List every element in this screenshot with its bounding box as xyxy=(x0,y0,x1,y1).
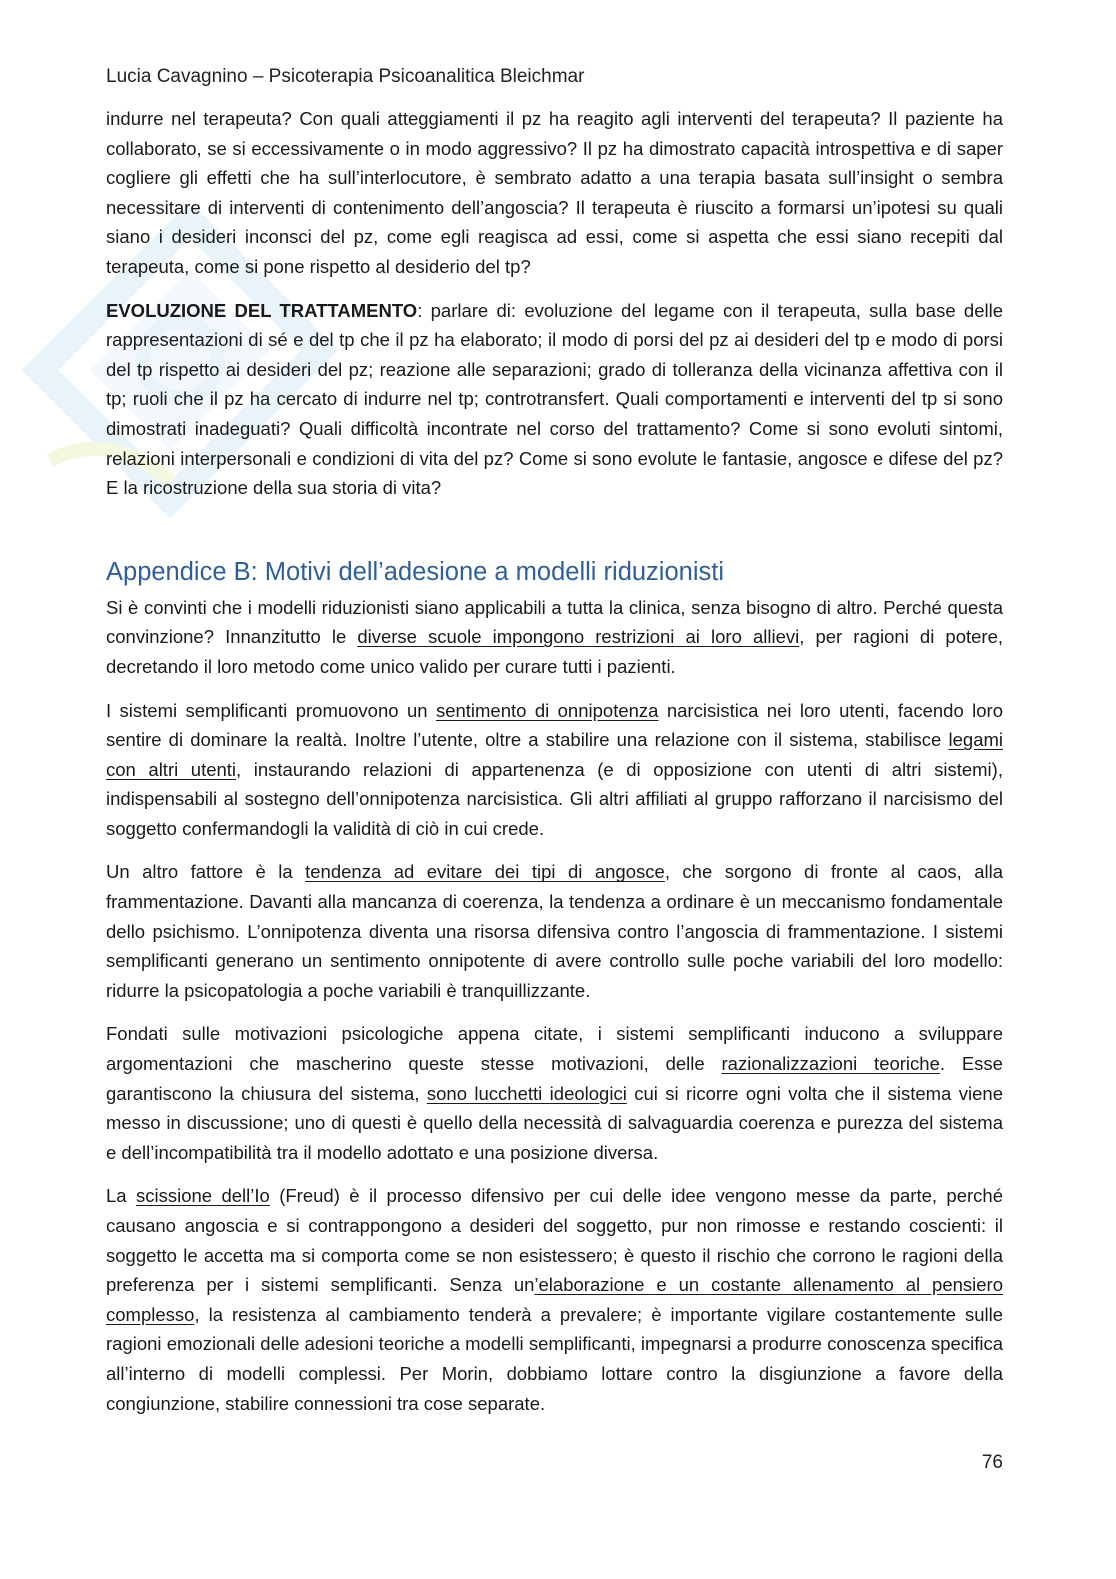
bold-heading-evoluzione: EVOLUZIONE DEL TRATTAMENTO xyxy=(106,299,418,321)
underlined-text: legami con altri utenti xyxy=(106,729,1003,780)
text-run: , che sorgono di fronte al caos, alla frammentazione. Davanti alla mancanza di coerenza, la tendenza a ordinare è un meccanismo fondamentale dello psichismo. L’onnipotenza diventa una risorsa difensiva contro l’angoscia di frammentazione. I sistemi semplificanti generano un sentimento onnipotente di avere controllo sulle poche variabili del loro modello: ridurre la psicopatologia a poche variabili è tranquillizzante. xyxy=(106,861,1004,1001)
text-run: . Esse garantiscono la chiusura del sistema, xyxy=(106,1053,1003,1104)
running-header: Lucia Cavagnino – Psicoterapia Psicoanalitica Bleichmar xyxy=(106,66,585,87)
paragraph-razionalizzazioni xyxy=(106,1019,1003,1167)
underlined-text: tendenza ad evitare dei tipi di angosce xyxy=(305,861,665,883)
section-title: Appendice B: Motivi dell’adesione a modelli riduzionisti xyxy=(106,557,725,586)
body-text xyxy=(106,104,1003,1432)
text-run: , instaurando relazioni di appartenenza (e di opposizione con utenti di altri sistemi), indispensabili al sostegno dell’onnipotenza narcisistica. Gli altri affiliati al gruppo rafforzano il narcisismo del soggetto confermandogli la validità di ciò in cui crede. xyxy=(106,758,1003,839)
text-run: Un altro fattore è la xyxy=(106,861,306,883)
text-run: I sistemi semplificanti promuovono un xyxy=(106,699,436,721)
paragraph-scissione xyxy=(106,1181,1003,1418)
text-run: La xyxy=(106,1185,136,1207)
paragraph-angosce xyxy=(106,857,1003,1005)
paragraph-intro: indurre nel terapeuta? Con quali atteggiamenti il pz ha reagito agli interventi del terapeuta? Il paziente ha collaborato, se si eccessivamente o in modo aggressivo? Il pz ha dimostrato capacità introspettiva e di saper cogliere gli effetti che ha sull’interlocutore, è sembrato adatto a una terapia basata sull’insight o sembra necessitare di interventi di contenimento dell’angoscia? Il terapeuta è riuscito a formarsi un’ipotesi su quali siano i desideri inconsci del pz, come egli reagisca ad essi, come si aspetta che essi siano recepiti dal terapeuta, come si pone rispetto al desiderio del tp? xyxy=(106,108,1003,277)
text-run: narcisistica nei loro utenti, facendo loro sentire di dominare la realtà. Inoltre l’utente, oltre a stabilire una relazione con il sistema, stabilisce xyxy=(106,699,1003,751)
underlined-text: sono lucchetti ideologici xyxy=(426,1082,627,1104)
underlined-text: sentimento di onnipotenza xyxy=(435,699,659,721)
page-number: 76 xyxy=(981,1452,1003,1473)
paragraph-convinzione xyxy=(106,593,1003,682)
text-run: (Freud) è il processo difensivo per cui delle idee vengono messe da parte, perché causano angoscia e si contrappongono a desideri del soggetto, pur non rimosse e restando coscienti: il soggetto le accetta ma si comporta come se non esistessero; è questo il rischio che corrono le ragioni della preferenza per i sistemi semplificanti. Senza un xyxy=(106,1185,1003,1296)
text-run: , per ragioni di potere, decretando il loro metodo come unico valido per curare tutti i pazienti. xyxy=(106,626,1003,677)
underlined-text: ’elaborazione e un costante allenamento al pensiero complesso xyxy=(106,1274,1003,1325)
text-run: Si è convinti che i modelli riduzionisti siano applicabili a tutta la clinica, senza bisogno di altro. Perché questa convinzione? Innanzitutto le xyxy=(106,596,1003,648)
underlined-text: scissione dell’Io xyxy=(135,1185,270,1207)
underlined-text: diverse scuole impongono restrizioni ai loro allievi xyxy=(357,626,800,648)
text-run: Fondati sulle motivazioni psicologiche appena citate, i sistemi semplificanti inducono a sviluppare argomentazioni che mascherino queste stesse motivazioni, delle xyxy=(106,1023,1003,1075)
paragraph-evoluzione xyxy=(106,296,1003,503)
underlined-text: razionalizzazioni teoriche xyxy=(721,1053,940,1075)
paragraph-onnipotenza xyxy=(106,696,1003,844)
text-run: , la resistenza al cambiamento tenderà a prevalere; è importante vigilare costantemente sulle ragioni emozionali delle adesioni teoriche a modelli semplificanti, impegnarsi a produrre conoscenza specifica all’interno di modelli complessi. Per Morin, dobbiamo lottare contro la disgiunzione a favore della congiunzione, stabilire connessioni tra cose separate. xyxy=(106,1303,1003,1414)
text-run: : parlare di: evoluzione del legame con il terapeuta, sulla base delle rappresentazioni di sé e del tp che il pz ha elaborato; il modo di porsi del pz ai desideri del tp e modo di porsi del tp rispetto ai desideri del pz; reazione alle separazioni; grado di tolleranza della vicinanza affettiva con il tp; ruoli che il pz ha cercato di indurre nel tp; controtransfert. Quali comportamenti e interventi del tp si sono dimostrati inadeguati? Quali difficoltà incontrate nel corso del trattamento? Come si sono evoluti sintomi, relazioni interpersonali e condizioni di vita del pz? Come si sono evolute le fantasie, angosce e difese del pz? E la ricostruzione della sua storia di vita? xyxy=(106,299,1003,499)
text-run: cui si ricorre ogni volta che il sistema viene messo in discussione; uno di questi è quello della necessità di salvaguardia coerenza e purezza del sistema e dell’incompatibilità tra il modello adottato e una posizione diversa. xyxy=(106,1082,1003,1163)
